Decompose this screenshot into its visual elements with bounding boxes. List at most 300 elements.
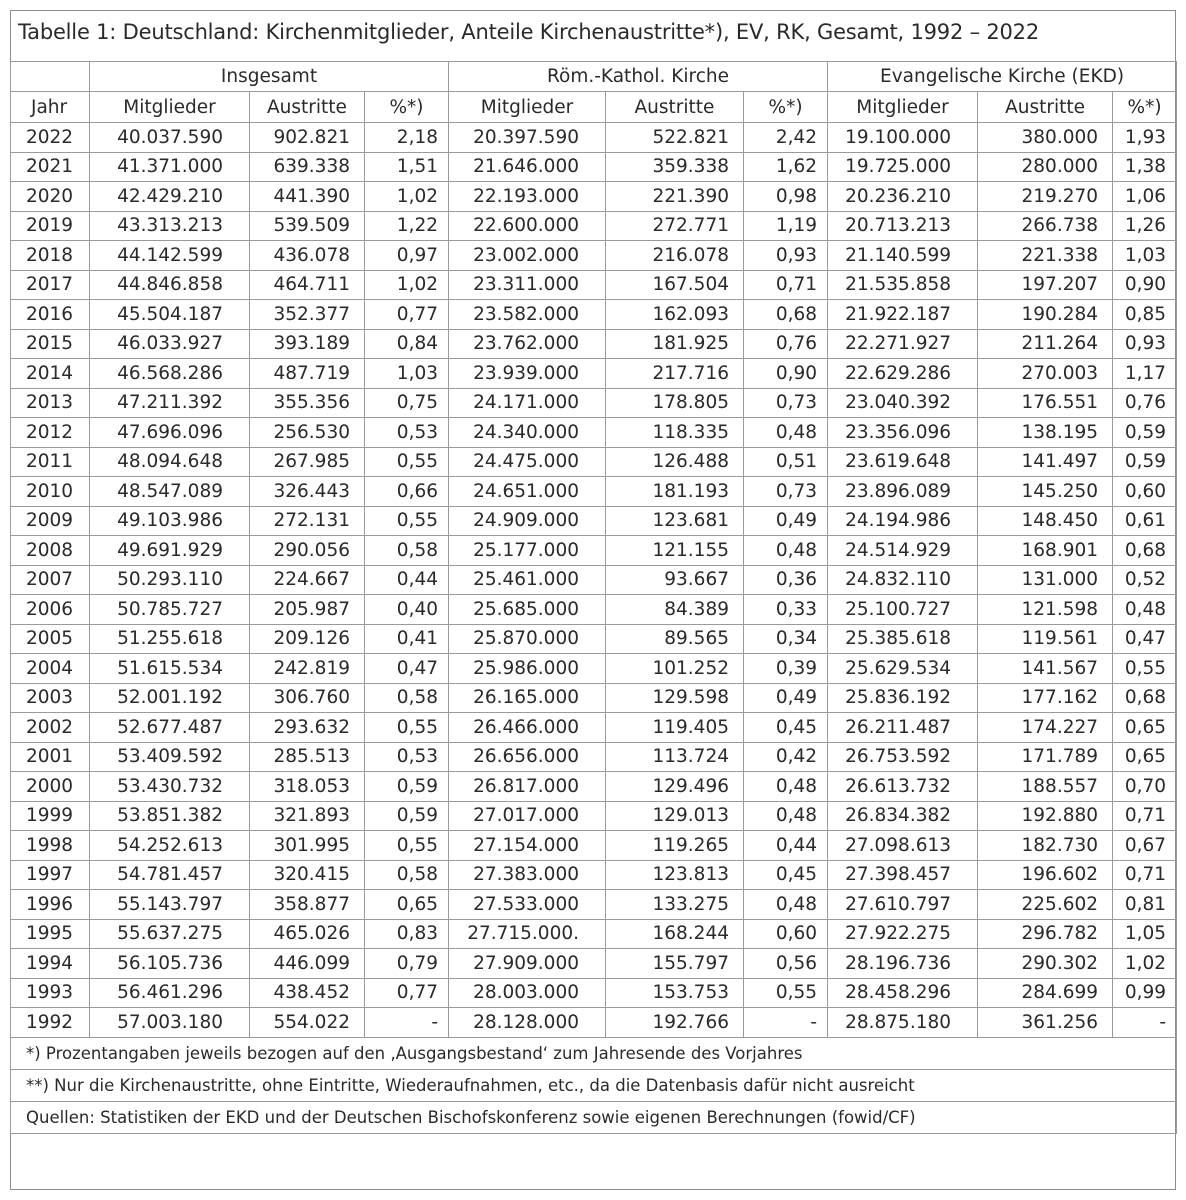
ekd-members-cell: 27.398.457 bbox=[828, 860, 978, 890]
year-cell: 1995 bbox=[11, 919, 90, 949]
rk-pct-cell: 0,36 bbox=[744, 565, 828, 595]
rk-pct-cell: 2,42 bbox=[744, 123, 828, 153]
rk-exits-cell: 162.093 bbox=[606, 300, 744, 330]
year-cell: 2001 bbox=[11, 742, 90, 772]
rk-pct-cell: 1,62 bbox=[744, 152, 828, 182]
table-row bbox=[11, 211, 1177, 241]
ekd-pct-cell: 1,93 bbox=[1113, 123, 1177, 153]
rk-exits-cell: 167.504 bbox=[606, 270, 744, 300]
insgesamt-pct-cell: 0,53 bbox=[365, 418, 449, 448]
insgesamt-pct-cell: 2,18 bbox=[365, 123, 449, 153]
ekd-exits-cell: 219.270 bbox=[978, 182, 1113, 212]
ekd-pct-cell: 0,81 bbox=[1113, 890, 1177, 920]
year-cell: 2010 bbox=[11, 477, 90, 507]
rk-members-cell: 25.177.000 bbox=[449, 536, 606, 566]
rk-members-cell: 21.646.000 bbox=[449, 152, 606, 182]
insgesamt-members-cell: 46.033.927 bbox=[90, 329, 250, 359]
table-row bbox=[11, 477, 1177, 507]
insgesamt-exits-header: Austritte bbox=[250, 92, 365, 123]
ekd-exits-cell: 196.602 bbox=[978, 860, 1113, 890]
rk-pct-cell: 0,73 bbox=[744, 477, 828, 507]
year-cell: 1993 bbox=[11, 978, 90, 1008]
year-cell: 2000 bbox=[11, 772, 90, 802]
ekd-members-cell: 22.629.286 bbox=[828, 359, 978, 389]
table-row bbox=[11, 919, 1177, 949]
footnote-exits: **) Nur die Kirchenaustritte, ohne Eintritte, Wiederaufnahmen, etc., da die Datenbasis dafür nicht ausreicht bbox=[11, 1069, 1177, 1101]
year-cell: 2012 bbox=[11, 418, 90, 448]
rk-exits-cell: 221.390 bbox=[606, 182, 744, 212]
insgesamt-members-cell: 41.371.000 bbox=[90, 152, 250, 182]
rk-exits-cell: 168.244 bbox=[606, 919, 744, 949]
footnote-row bbox=[11, 1069, 1177, 1101]
insgesamt-pct-cell: 0,59 bbox=[365, 801, 449, 831]
insgesamt-exits-cell: 902.821 bbox=[250, 123, 365, 153]
rk-members-cell: 26.466.000 bbox=[449, 713, 606, 743]
insgesamt-exits-cell: 441.390 bbox=[250, 182, 365, 212]
rk-members-cell: 20.397.590 bbox=[449, 123, 606, 153]
rk-exits-cell: 123.681 bbox=[606, 506, 744, 536]
ekd-pct-cell: 0,76 bbox=[1113, 388, 1177, 418]
insgesamt-members-cell: 45.504.187 bbox=[90, 300, 250, 330]
table-row bbox=[11, 860, 1177, 890]
year-cell: 1997 bbox=[11, 860, 90, 890]
insgesamt-members-cell: 49.691.929 bbox=[90, 536, 250, 566]
rk-members-cell: 24.909.000 bbox=[449, 506, 606, 536]
insgesamt-exits-cell: 318.053 bbox=[250, 772, 365, 802]
rk-pct-cell: 0,90 bbox=[744, 359, 828, 389]
ekd-exits-header: Austritte bbox=[978, 92, 1113, 123]
insgesamt-members-cell: 51.255.618 bbox=[90, 624, 250, 654]
ekd-pct-cell: 1,05 bbox=[1113, 919, 1177, 949]
insgesamt-members-cell: 56.105.736 bbox=[90, 949, 250, 979]
ekd-pct-header: %*) bbox=[1113, 92, 1177, 123]
ekd-members-cell: 26.613.732 bbox=[828, 772, 978, 802]
ekd-pct-cell: 1,38 bbox=[1113, 152, 1177, 182]
table-row bbox=[11, 1008, 1177, 1038]
insgesamt-exits-cell: 358.877 bbox=[250, 890, 365, 920]
ekd-pct-cell: 1,26 bbox=[1113, 211, 1177, 241]
rk-members-cell: 25.986.000 bbox=[449, 654, 606, 684]
rk-exits-cell: 216.078 bbox=[606, 241, 744, 271]
insgesamt-pct-cell: 0,44 bbox=[365, 565, 449, 595]
rk-members-cell: 23.582.000 bbox=[449, 300, 606, 330]
rk-exits-cell: 133.275 bbox=[606, 890, 744, 920]
ekd-exits-cell: 174.227 bbox=[978, 713, 1113, 743]
year-cell: 1994 bbox=[11, 949, 90, 979]
insgesamt-exits-cell: 224.667 bbox=[250, 565, 365, 595]
footnote-percent: *) Prozentangaben jeweils bezogen auf den ‚Ausgangsbestand‘ zum Jahresende des Vorjahres bbox=[11, 1037, 1177, 1069]
table-row bbox=[11, 536, 1177, 566]
ekd-members-cell: 25.385.618 bbox=[828, 624, 978, 654]
insgesamt-members-cell: 55.143.797 bbox=[90, 890, 250, 920]
rk-exits-cell: 121.155 bbox=[606, 536, 744, 566]
ekd-pct-cell: 0,85 bbox=[1113, 300, 1177, 330]
ekd-pct-cell: 0,68 bbox=[1113, 536, 1177, 566]
rk-pct-cell: 0,45 bbox=[744, 713, 828, 743]
rk-pct-cell: 0,33 bbox=[744, 595, 828, 625]
rk-exits-cell: 181.193 bbox=[606, 477, 744, 507]
rk-members-cell: 23.939.000 bbox=[449, 359, 606, 389]
ekd-members-cell: 21.535.858 bbox=[828, 270, 978, 300]
insgesamt-pct-cell: 0,59 bbox=[365, 772, 449, 802]
ekd-pct-cell: 1,03 bbox=[1113, 241, 1177, 271]
insgesamt-pct-cell: 0,58 bbox=[365, 536, 449, 566]
insgesamt-exits-cell: 306.760 bbox=[250, 683, 365, 713]
insgesamt-pct-cell: 0,55 bbox=[365, 506, 449, 536]
rk-exits-cell: 155.797 bbox=[606, 949, 744, 979]
insgesamt-pct-cell: - bbox=[365, 1008, 449, 1038]
ekd-exits-cell: 270.003 bbox=[978, 359, 1113, 389]
year-cell: 2016 bbox=[11, 300, 90, 330]
table-row bbox=[11, 359, 1177, 389]
insgesamt-exits-cell: 256.530 bbox=[250, 418, 365, 448]
insgesamt-members-cell: 48.094.648 bbox=[90, 447, 250, 477]
year-cell: 2006 bbox=[11, 595, 90, 625]
year-cell: 1998 bbox=[11, 831, 90, 861]
rk-exits-cell: 359.338 bbox=[606, 152, 744, 182]
insgesamt-members-cell: 52.001.192 bbox=[90, 683, 250, 713]
ekd-pct-cell: 0,99 bbox=[1113, 978, 1177, 1008]
ekd-members-cell: 21.140.599 bbox=[828, 241, 978, 271]
rk-members-cell: 25.685.000 bbox=[449, 595, 606, 625]
year-cell: 2002 bbox=[11, 713, 90, 743]
insgesamt-pct-cell: 1,03 bbox=[365, 359, 449, 389]
insgesamt-exits-cell: 205.987 bbox=[250, 595, 365, 625]
ekd-members-header: Mitglieder bbox=[828, 92, 978, 123]
table-row bbox=[11, 447, 1177, 477]
insgesamt-pct-cell: 0,55 bbox=[365, 447, 449, 477]
ekd-members-cell: 24.514.929 bbox=[828, 536, 978, 566]
ekd-members-cell: 24.194.986 bbox=[828, 506, 978, 536]
rk-exits-cell: 89.565 bbox=[606, 624, 744, 654]
insgesamt-members-cell: 48.547.089 bbox=[90, 477, 250, 507]
insgesamt-pct-cell: 0,65 bbox=[365, 890, 449, 920]
insgesamt-pct-cell: 0,77 bbox=[365, 978, 449, 1008]
ekd-pct-cell: 0,71 bbox=[1113, 860, 1177, 890]
table-row bbox=[11, 801, 1177, 831]
year-cell: 2009 bbox=[11, 506, 90, 536]
rk-exits-cell: 119.265 bbox=[606, 831, 744, 861]
rk-members-header: Mitglieder bbox=[449, 92, 606, 123]
group-header-ekd: Evangelische Kirche (EKD) bbox=[828, 62, 1177, 92]
insgesamt-pct-cell: 0,55 bbox=[365, 713, 449, 743]
table-row bbox=[11, 241, 1177, 271]
rk-exits-cell: 126.488 bbox=[606, 447, 744, 477]
ekd-members-cell: 23.619.648 bbox=[828, 447, 978, 477]
year-cell: 2004 bbox=[11, 654, 90, 684]
rk-pct-cell: 0,93 bbox=[744, 241, 828, 271]
rk-exits-cell: 129.013 bbox=[606, 801, 744, 831]
year-cell: 2015 bbox=[11, 329, 90, 359]
ekd-members-cell: 25.629.534 bbox=[828, 654, 978, 684]
insgesamt-pct-header: %*) bbox=[365, 92, 449, 123]
insgesamt-exits-cell: 272.131 bbox=[250, 506, 365, 536]
rk-pct-cell: 0,48 bbox=[744, 536, 828, 566]
ekd-exits-cell: 280.000 bbox=[978, 152, 1113, 182]
ekd-pct-cell: 1,02 bbox=[1113, 949, 1177, 979]
year-cell: 1992 bbox=[11, 1008, 90, 1038]
year-cell: 2003 bbox=[11, 683, 90, 713]
insgesamt-exits-cell: 436.078 bbox=[250, 241, 365, 271]
ekd-members-cell: 23.040.392 bbox=[828, 388, 978, 418]
ekd-pct-cell: - bbox=[1113, 1008, 1177, 1038]
rk-members-cell: 25.870.000 bbox=[449, 624, 606, 654]
insgesamt-members-cell: 55.637.275 bbox=[90, 919, 250, 949]
ekd-exits-cell: 361.256 bbox=[978, 1008, 1113, 1038]
ekd-pct-cell: 0,67 bbox=[1113, 831, 1177, 861]
insgesamt-exits-cell: 320.415 bbox=[250, 860, 365, 890]
year-cell: 2011 bbox=[11, 447, 90, 477]
insgesamt-exits-cell: 464.711 bbox=[250, 270, 365, 300]
rk-pct-header: %*) bbox=[744, 92, 828, 123]
rk-pct-cell: 0,48 bbox=[744, 801, 828, 831]
ekd-exits-cell: 380.000 bbox=[978, 123, 1113, 153]
ekd-pct-cell: 0,52 bbox=[1113, 565, 1177, 595]
table-row bbox=[11, 388, 1177, 418]
ekd-members-cell: 28.458.296 bbox=[828, 978, 978, 1008]
insgesamt-members-header: Mitglieder bbox=[90, 92, 250, 123]
table-row bbox=[11, 329, 1177, 359]
rk-members-cell: 22.193.000 bbox=[449, 182, 606, 212]
rk-pct-cell: 0,60 bbox=[744, 919, 828, 949]
table-row bbox=[11, 182, 1177, 212]
ekd-members-cell: 28.196.736 bbox=[828, 949, 978, 979]
insgesamt-members-cell: 50.785.727 bbox=[90, 595, 250, 625]
ekd-pct-cell: 0,70 bbox=[1113, 772, 1177, 802]
insgesamt-members-cell: 40.037.590 bbox=[90, 123, 250, 153]
ekd-pct-cell: 0,93 bbox=[1113, 329, 1177, 359]
insgesamt-members-cell: 56.461.296 bbox=[90, 978, 250, 1008]
year-cell: 2005 bbox=[11, 624, 90, 654]
insgesamt-exits-cell: 539.509 bbox=[250, 211, 365, 241]
rk-members-cell: 26.817.000 bbox=[449, 772, 606, 802]
year-cell: 2021 bbox=[11, 152, 90, 182]
ekd-exits-cell: 190.284 bbox=[978, 300, 1113, 330]
rk-pct-cell: 0,45 bbox=[744, 860, 828, 890]
group-header-row bbox=[11, 62, 1177, 92]
rk-exits-cell: 217.716 bbox=[606, 359, 744, 389]
rk-members-cell: 24.475.000 bbox=[449, 447, 606, 477]
insgesamt-members-cell: 47.696.096 bbox=[90, 418, 250, 448]
table-row bbox=[11, 506, 1177, 536]
insgesamt-exits-cell: 301.995 bbox=[250, 831, 365, 861]
ekd-exits-cell: 148.450 bbox=[978, 506, 1113, 536]
insgesamt-members-cell: 54.252.613 bbox=[90, 831, 250, 861]
ekd-exits-cell: 177.162 bbox=[978, 683, 1113, 713]
year-cell: 2014 bbox=[11, 359, 90, 389]
year-header: Jahr bbox=[11, 92, 90, 123]
rk-exits-cell: 153.753 bbox=[606, 978, 744, 1008]
rk-pct-cell: 0,39 bbox=[744, 654, 828, 684]
rk-pct-cell: 0,51 bbox=[744, 447, 828, 477]
ekd-exits-cell: 121.598 bbox=[978, 595, 1113, 625]
insgesamt-pct-cell: 0,79 bbox=[365, 949, 449, 979]
year-cell: 2018 bbox=[11, 241, 90, 271]
ekd-members-cell: 23.896.089 bbox=[828, 477, 978, 507]
insgesamt-exits-cell: 487.719 bbox=[250, 359, 365, 389]
ekd-members-cell: 20.713.213 bbox=[828, 211, 978, 241]
rk-exits-cell: 113.724 bbox=[606, 742, 744, 772]
rk-exits-cell: 181.925 bbox=[606, 329, 744, 359]
year-cell: 2020 bbox=[11, 182, 90, 212]
insgesamt-exits-cell: 290.056 bbox=[250, 536, 365, 566]
ekd-pct-cell: 0,61 bbox=[1113, 506, 1177, 536]
rk-pct-cell: - bbox=[744, 1008, 828, 1038]
rk-members-cell: 24.340.000 bbox=[449, 418, 606, 448]
ekd-pct-cell: 0,59 bbox=[1113, 418, 1177, 448]
table-row bbox=[11, 772, 1177, 802]
ekd-members-cell: 21.922.187 bbox=[828, 300, 978, 330]
table-row bbox=[11, 742, 1177, 772]
ekd-exits-cell: 188.557 bbox=[978, 772, 1113, 802]
source-row bbox=[11, 1101, 1177, 1133]
ekd-members-cell: 19.100.000 bbox=[828, 123, 978, 153]
ekd-pct-cell: 1,17 bbox=[1113, 359, 1177, 389]
rk-pct-cell: 0,48 bbox=[744, 890, 828, 920]
rk-exits-cell: 93.667 bbox=[606, 565, 744, 595]
year-cell: 1996 bbox=[11, 890, 90, 920]
insgesamt-exits-cell: 209.126 bbox=[250, 624, 365, 654]
ekd-exits-cell: 290.302 bbox=[978, 949, 1113, 979]
rk-pct-cell: 0,48 bbox=[744, 772, 828, 802]
rk-pct-cell: 0,73 bbox=[744, 388, 828, 418]
year-cell: 1999 bbox=[11, 801, 90, 831]
year-header-spacer bbox=[11, 62, 90, 92]
rk-pct-cell: 0,42 bbox=[744, 742, 828, 772]
rk-exits-cell: 272.771 bbox=[606, 211, 744, 241]
rk-pct-cell: 0,49 bbox=[744, 506, 828, 536]
insgesamt-exits-cell: 438.452 bbox=[250, 978, 365, 1008]
rk-members-cell: 27.017.000 bbox=[449, 801, 606, 831]
ekd-exits-cell: 225.602 bbox=[978, 890, 1113, 920]
ekd-pct-cell: 0,60 bbox=[1113, 477, 1177, 507]
rk-members-cell: 25.461.000 bbox=[449, 565, 606, 595]
table-row bbox=[11, 890, 1177, 920]
rk-pct-cell: 1,19 bbox=[744, 211, 828, 241]
table-row bbox=[11, 595, 1177, 625]
ekd-pct-cell: 0,59 bbox=[1113, 447, 1177, 477]
insgesamt-members-cell: 46.568.286 bbox=[90, 359, 250, 389]
table-row bbox=[11, 831, 1177, 861]
source-note: Quellen: Statistiken der EKD und der Deutschen Bischofskonferenz sowie eigenen Berechnungen (fowid/CF) bbox=[11, 1101, 1177, 1133]
insgesamt-members-cell: 49.103.986 bbox=[90, 506, 250, 536]
rk-exits-cell: 129.496 bbox=[606, 772, 744, 802]
rk-exits-cell: 84.389 bbox=[606, 595, 744, 625]
group-header-rk: Röm.-Kathol. Kirche bbox=[449, 62, 828, 92]
insgesamt-exits-cell: 639.338 bbox=[250, 152, 365, 182]
year-cell: 2013 bbox=[11, 388, 90, 418]
ekd-pct-cell: 1,06 bbox=[1113, 182, 1177, 212]
rk-pct-cell: 0,55 bbox=[744, 978, 828, 1008]
rk-members-cell: 27.715.000. bbox=[449, 919, 606, 949]
ekd-members-cell: 22.271.927 bbox=[828, 329, 978, 359]
church-membership-table bbox=[10, 61, 1177, 1134]
insgesamt-pct-cell: 0,97 bbox=[365, 241, 449, 271]
ekd-members-cell: 26.211.487 bbox=[828, 713, 978, 743]
ekd-exits-cell: 141.567 bbox=[978, 654, 1113, 684]
rk-exits-cell: 192.766 bbox=[606, 1008, 744, 1038]
ekd-exits-cell: 141.497 bbox=[978, 447, 1113, 477]
insgesamt-pct-cell: 0,47 bbox=[365, 654, 449, 684]
insgesamt-members-cell: 51.615.534 bbox=[90, 654, 250, 684]
ekd-exits-cell: 176.551 bbox=[978, 388, 1113, 418]
rk-members-cell: 22.600.000 bbox=[449, 211, 606, 241]
ekd-exits-cell: 145.250 bbox=[978, 477, 1113, 507]
table-row bbox=[11, 270, 1177, 300]
ekd-pct-cell: 0,90 bbox=[1113, 270, 1177, 300]
footnote-row bbox=[11, 1037, 1177, 1069]
insgesamt-pct-cell: 0,77 bbox=[365, 300, 449, 330]
insgesamt-exits-cell: 355.356 bbox=[250, 388, 365, 418]
ekd-exits-cell: 221.338 bbox=[978, 241, 1113, 271]
rk-members-cell: 23.311.000 bbox=[449, 270, 606, 300]
table-row bbox=[11, 624, 1177, 654]
group-header-insgesamt: Insgesamt bbox=[90, 62, 449, 92]
ekd-pct-cell: 0,47 bbox=[1113, 624, 1177, 654]
rk-exits-cell: 101.252 bbox=[606, 654, 744, 684]
column-header-row bbox=[11, 92, 1177, 123]
rk-members-cell: 24.171.000 bbox=[449, 388, 606, 418]
year-cell: 2022 bbox=[11, 123, 90, 153]
insgesamt-exits-cell: 393.189 bbox=[250, 329, 365, 359]
insgesamt-members-cell: 43.313.213 bbox=[90, 211, 250, 241]
ekd-members-cell: 28.875.180 bbox=[828, 1008, 978, 1038]
rk-pct-cell: 0,34 bbox=[744, 624, 828, 654]
rk-pct-cell: 0,76 bbox=[744, 329, 828, 359]
ekd-members-cell: 27.922.275 bbox=[828, 919, 978, 949]
ekd-exits-cell: 168.901 bbox=[978, 536, 1113, 566]
insgesamt-members-cell: 42.429.210 bbox=[90, 182, 250, 212]
ekd-exits-cell: 197.207 bbox=[978, 270, 1113, 300]
insgesamt-exits-cell: 554.022 bbox=[250, 1008, 365, 1038]
ekd-exits-cell: 192.880 bbox=[978, 801, 1113, 831]
rk-pct-cell: 0,48 bbox=[744, 418, 828, 448]
ekd-members-cell: 27.610.797 bbox=[828, 890, 978, 920]
insgesamt-exits-cell: 446.099 bbox=[250, 949, 365, 979]
insgesamt-exits-cell: 242.819 bbox=[250, 654, 365, 684]
table-row bbox=[11, 683, 1177, 713]
ekd-exits-cell: 211.264 bbox=[978, 329, 1113, 359]
ekd-members-cell: 27.098.613 bbox=[828, 831, 978, 861]
rk-pct-cell: 0,98 bbox=[744, 182, 828, 212]
rk-exits-header: Austritte bbox=[606, 92, 744, 123]
ekd-members-cell: 19.725.000 bbox=[828, 152, 978, 182]
table-row bbox=[11, 565, 1177, 595]
ekd-pct-cell: 0,55 bbox=[1113, 654, 1177, 684]
ekd-members-cell: 20.236.210 bbox=[828, 182, 978, 212]
insgesamt-pct-cell: 1,02 bbox=[365, 270, 449, 300]
insgesamt-members-cell: 47.211.392 bbox=[90, 388, 250, 418]
table-row bbox=[11, 978, 1177, 1008]
insgesamt-pct-cell: 0,83 bbox=[365, 919, 449, 949]
insgesamt-members-cell: 44.142.599 bbox=[90, 241, 250, 271]
rk-pct-cell: 0,44 bbox=[744, 831, 828, 861]
rk-pct-cell: 0,68 bbox=[744, 300, 828, 330]
ekd-pct-cell: 0,68 bbox=[1113, 683, 1177, 713]
table-row bbox=[11, 152, 1177, 182]
insgesamt-pct-cell: 1,51 bbox=[365, 152, 449, 182]
insgesamt-members-cell: 54.781.457 bbox=[90, 860, 250, 890]
insgesamt-exits-cell: 326.443 bbox=[250, 477, 365, 507]
rk-members-cell: 26.656.000 bbox=[449, 742, 606, 772]
insgesamt-pct-cell: 0,75 bbox=[365, 388, 449, 418]
ekd-pct-cell: 0,71 bbox=[1113, 801, 1177, 831]
insgesamt-members-cell: 57.003.180 bbox=[90, 1008, 250, 1038]
table-row bbox=[11, 123, 1177, 153]
rk-members-cell: 23.002.000 bbox=[449, 241, 606, 271]
rk-members-cell: 27.909.000 bbox=[449, 949, 606, 979]
insgesamt-exits-cell: 293.632 bbox=[250, 713, 365, 743]
